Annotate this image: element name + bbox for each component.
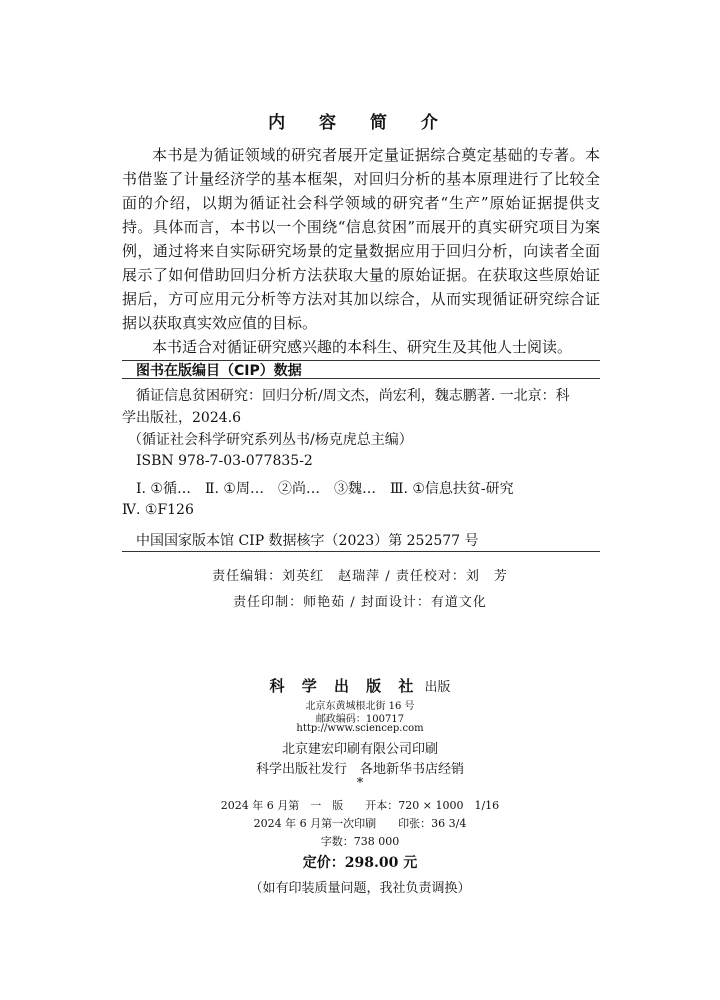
distribution-line: 科学出版社发行 各地新华书店经销 — [255, 762, 464, 777]
publisher-website: http://www.sciencep.com — [296, 723, 424, 734]
word-count: 字数：738 000 — [320, 835, 400, 848]
cip-bottom-rule — [122, 551, 600, 552]
staff-credits: 责任印制：师艳茹 / 封面设计：有道文化 — [233, 595, 487, 610]
cip-subjects: Ⅰ. ①循… Ⅱ. ①周… ②尚… ③魏… Ⅲ. ①信息扶贫-研究 — [136, 481, 514, 497]
publisher-postcode: 邮政编码：100717 — [315, 714, 405, 725]
summary-paragraph: 本书是为循证领域的研究者展开定量证据综合奠定基础的专著。本书借鉴了计量经济学的基本框架，对回归分析的基本原理进行了比较全面的介绍，以期为循证社会科学领域的研究者“生产”原始证据提供支持。具体而言，本书以一个围绕“信息贫困”而展开的真实研究项目为案例，通过将来自实际研究场景的定量数据应用于回归分析，向读者全面展示了如何借助回归分析方法获取大量的原始证据。在获取这些原始证据后，方可应用元分析等方法对其加以综合，从而实现循证研究综合证据以获取真实效应值的目标。 — [122, 146, 600, 332]
publisher-line — [0, 675, 720, 696]
summary-heading: 内 容 简 介 — [268, 113, 452, 133]
cip-entry-line: 学出版社，2024.6 — [122, 410, 241, 426]
publisher-logo-text: 科 学 出 版 社 — [269, 677, 420, 695]
edition-line: 2024 年 6 月第 一 版 开本：720 × 1000 1/16 — [220, 799, 500, 812]
printing-line: 2024 年 6 月第一次印刷 印张：36 3/4 — [253, 817, 467, 830]
quality-notice: （如有印装质量问题，我社负责调换） — [249, 881, 471, 896]
summary-body — [122, 143, 600, 359]
cip-series: （循证社会科学研究系列丛书/杨克虎总主编） — [128, 432, 413, 448]
price: 定价：298.00 元 — [302, 855, 418, 871]
summary-paragraph: 本书适合对循证研究感兴趣的本科生、研究生及其他人士阅读。 — [152, 338, 573, 356]
cip-isbn: ISBN 978-7-03-077835-2 — [136, 453, 313, 469]
cip-entry-line: 循证信息贫困研究：回归分析/周文杰，尚宏利，魏志鹏著. 一北京：科 — [136, 388, 570, 404]
publisher-address: 北京东黄城根北街 16 号 — [305, 701, 415, 712]
separator-star: * — [356, 776, 364, 791]
publisher-suffix: 出版 — [424, 680, 451, 695]
cip-catalog-number: 中国国家版本馆 CIP 数据核字（2023）第 252577 号 — [136, 533, 479, 549]
staff-credits: 责任编辑：刘英红 赵瑞萍 / 责任校对：刘 芳 — [212, 569, 508, 584]
printer-line: 北京建宏印刷有限公司印刷 — [281, 742, 438, 757]
cip-header: 图书在版编目（CIP）数据 — [136, 363, 302, 379]
cip-subjects: Ⅳ. ①F126 — [122, 502, 194, 518]
